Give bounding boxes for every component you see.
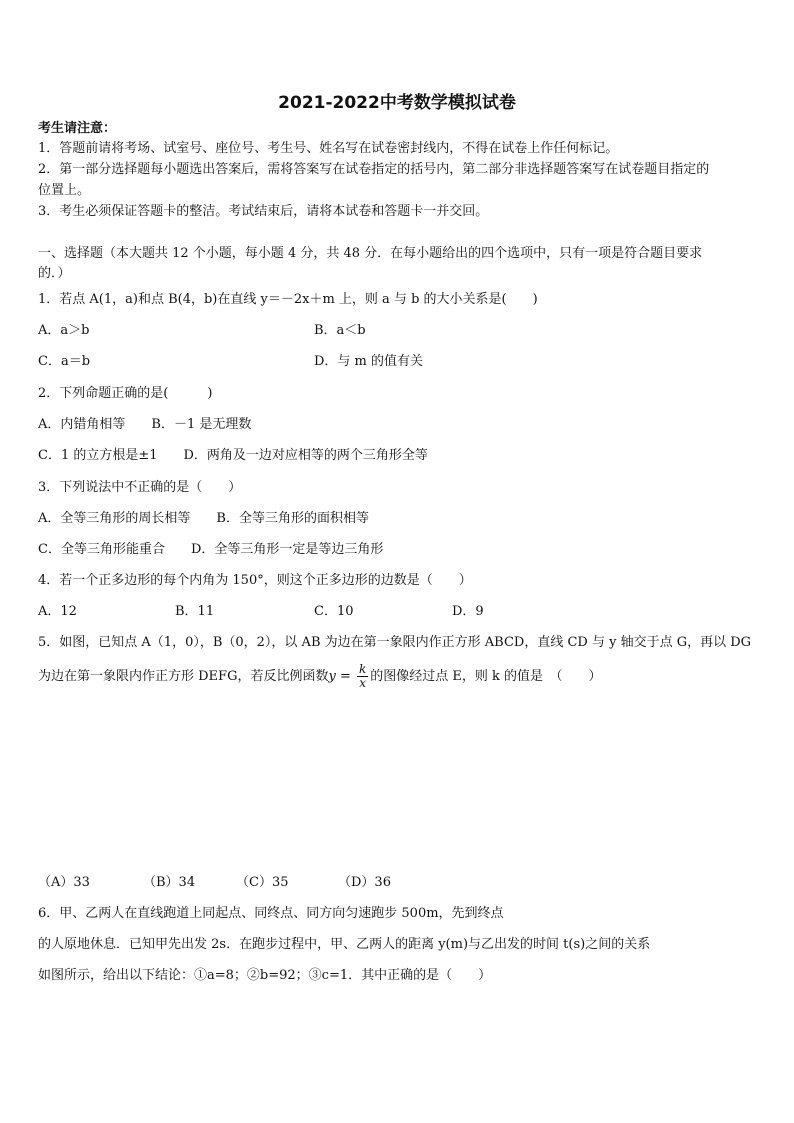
question-5-stem-post: 的图像经过点 E，则 k 的值是 （ ） — [370, 669, 602, 684]
section-heading: 一、选择题（本大题共 12 个小题，每小题 4 分，共 48 分．在每小题给出的四个选项中，只有一项是符合题目要求 — [38, 246, 703, 261]
question-5-option-d: （D）36 — [338, 875, 391, 890]
question-2-options-cd: C．1 的立方根是±1 D．两角及一边对应相等的两个三角形全等 — [38, 448, 428, 463]
question-5-stem-line2 — [38, 662, 602, 692]
notice-item-1: 1．答题前请将考场、试室号、座位号、考生号、姓名写在试卷密封线内，不得在试卷上作任何标记。 — [38, 141, 619, 156]
question-1-option-b: B．a＜b — [314, 323, 366, 338]
question-4-option-c: C．10 — [314, 604, 354, 619]
formula-numerator: k — [358, 662, 367, 676]
question-1-stem: 1．若点 A(1，a)和点 B(4，b)在直线 y＝－2x＋m 上，则 a 与 b 的大小关系是( ) — [38, 292, 538, 307]
question-6-stem-line3: 如图所示，给出以下结论：①a=8；②b=92；③c=1．其中正确的是（ ） — [38, 968, 492, 983]
question-4-stem: 4．若一个正多边形的每个内角为 150°，则这个正多边形的边数是（ ） — [38, 573, 472, 588]
formula-fraction — [357, 663, 368, 690]
question-5-option-c: （C）35 — [236, 875, 289, 890]
question-5-option-a: （A）33 — [38, 875, 90, 890]
question-4-option-a: A．12 — [38, 604, 77, 619]
question-5-stem-pre: 为边在第一象限内作正方形 DEFG，若反比例函数 — [38, 669, 329, 684]
question-1-option-d: D．与 m 的值有关 — [314, 354, 424, 369]
exam-title: 2021-2022中考数学模拟试卷 — [278, 93, 516, 113]
question-4-option-d: D．9 — [452, 604, 484, 619]
question-6-stem-line1: 6．甲、乙两人在直线跑道上同起点、同终点、同方向匀速跑步 500m，先到终点 — [38, 906, 504, 921]
notice-item-2: 2．第一部分选择题每小题选出答案后，需将答案写在试卷指定的括号内，第二部分非选择题答案写在试卷题目指定的 — [38, 162, 710, 177]
question-6-stem-line2: 的人原地休息．已知甲先出发 2s．在跑步过程中，甲、乙两人的距离 y(m)与乙出发的时间 t(s)之间的关系 — [38, 937, 651, 952]
question-2-options-ab: A．内错角相等 B．－1 是无理数 — [38, 417, 252, 432]
notice-item-3: 3．考生必须保证答题卡的整洁。考试结束后，请将本试卷和答题卡一并交回。 — [38, 204, 489, 219]
formula-y: y — [328, 669, 336, 684]
question-2-stem: 2．下列命题正确的是( ) — [38, 386, 213, 401]
question-3-options-cd: C．全等三角形能重合 D．全等三角形一定是等边三角形 — [38, 542, 384, 557]
formula-denominator: x — [359, 676, 367, 690]
question-1-option-c: C．a＝b — [38, 354, 91, 369]
question-1-option-a: A．a＞b — [38, 323, 90, 338]
question-5-stem-line1: 5．如图，已知点 A（1，0），B（0，2），以 AB 为边在第一象限内作正方形 ABCD，直线 CD 与 y 轴交于点 G，再以 DG — [38, 635, 752, 650]
formula-equals: = — [335, 669, 355, 684]
question-3-stem: 3．下列说法中不正确的是（ ） — [38, 480, 242, 495]
question-4-option-b: B．11 — [175, 604, 215, 619]
section-heading-cont: 的．） — [38, 266, 71, 281]
notice-item-2-cont: 位置上。 — [38, 183, 91, 198]
question-3-options-ab: A．全等三角形的周长相等 B．全等三角形的面积相等 — [38, 511, 369, 526]
notice-heading: 考生请注意： — [38, 121, 117, 136]
question-5-option-b: （B）34 — [143, 875, 196, 890]
